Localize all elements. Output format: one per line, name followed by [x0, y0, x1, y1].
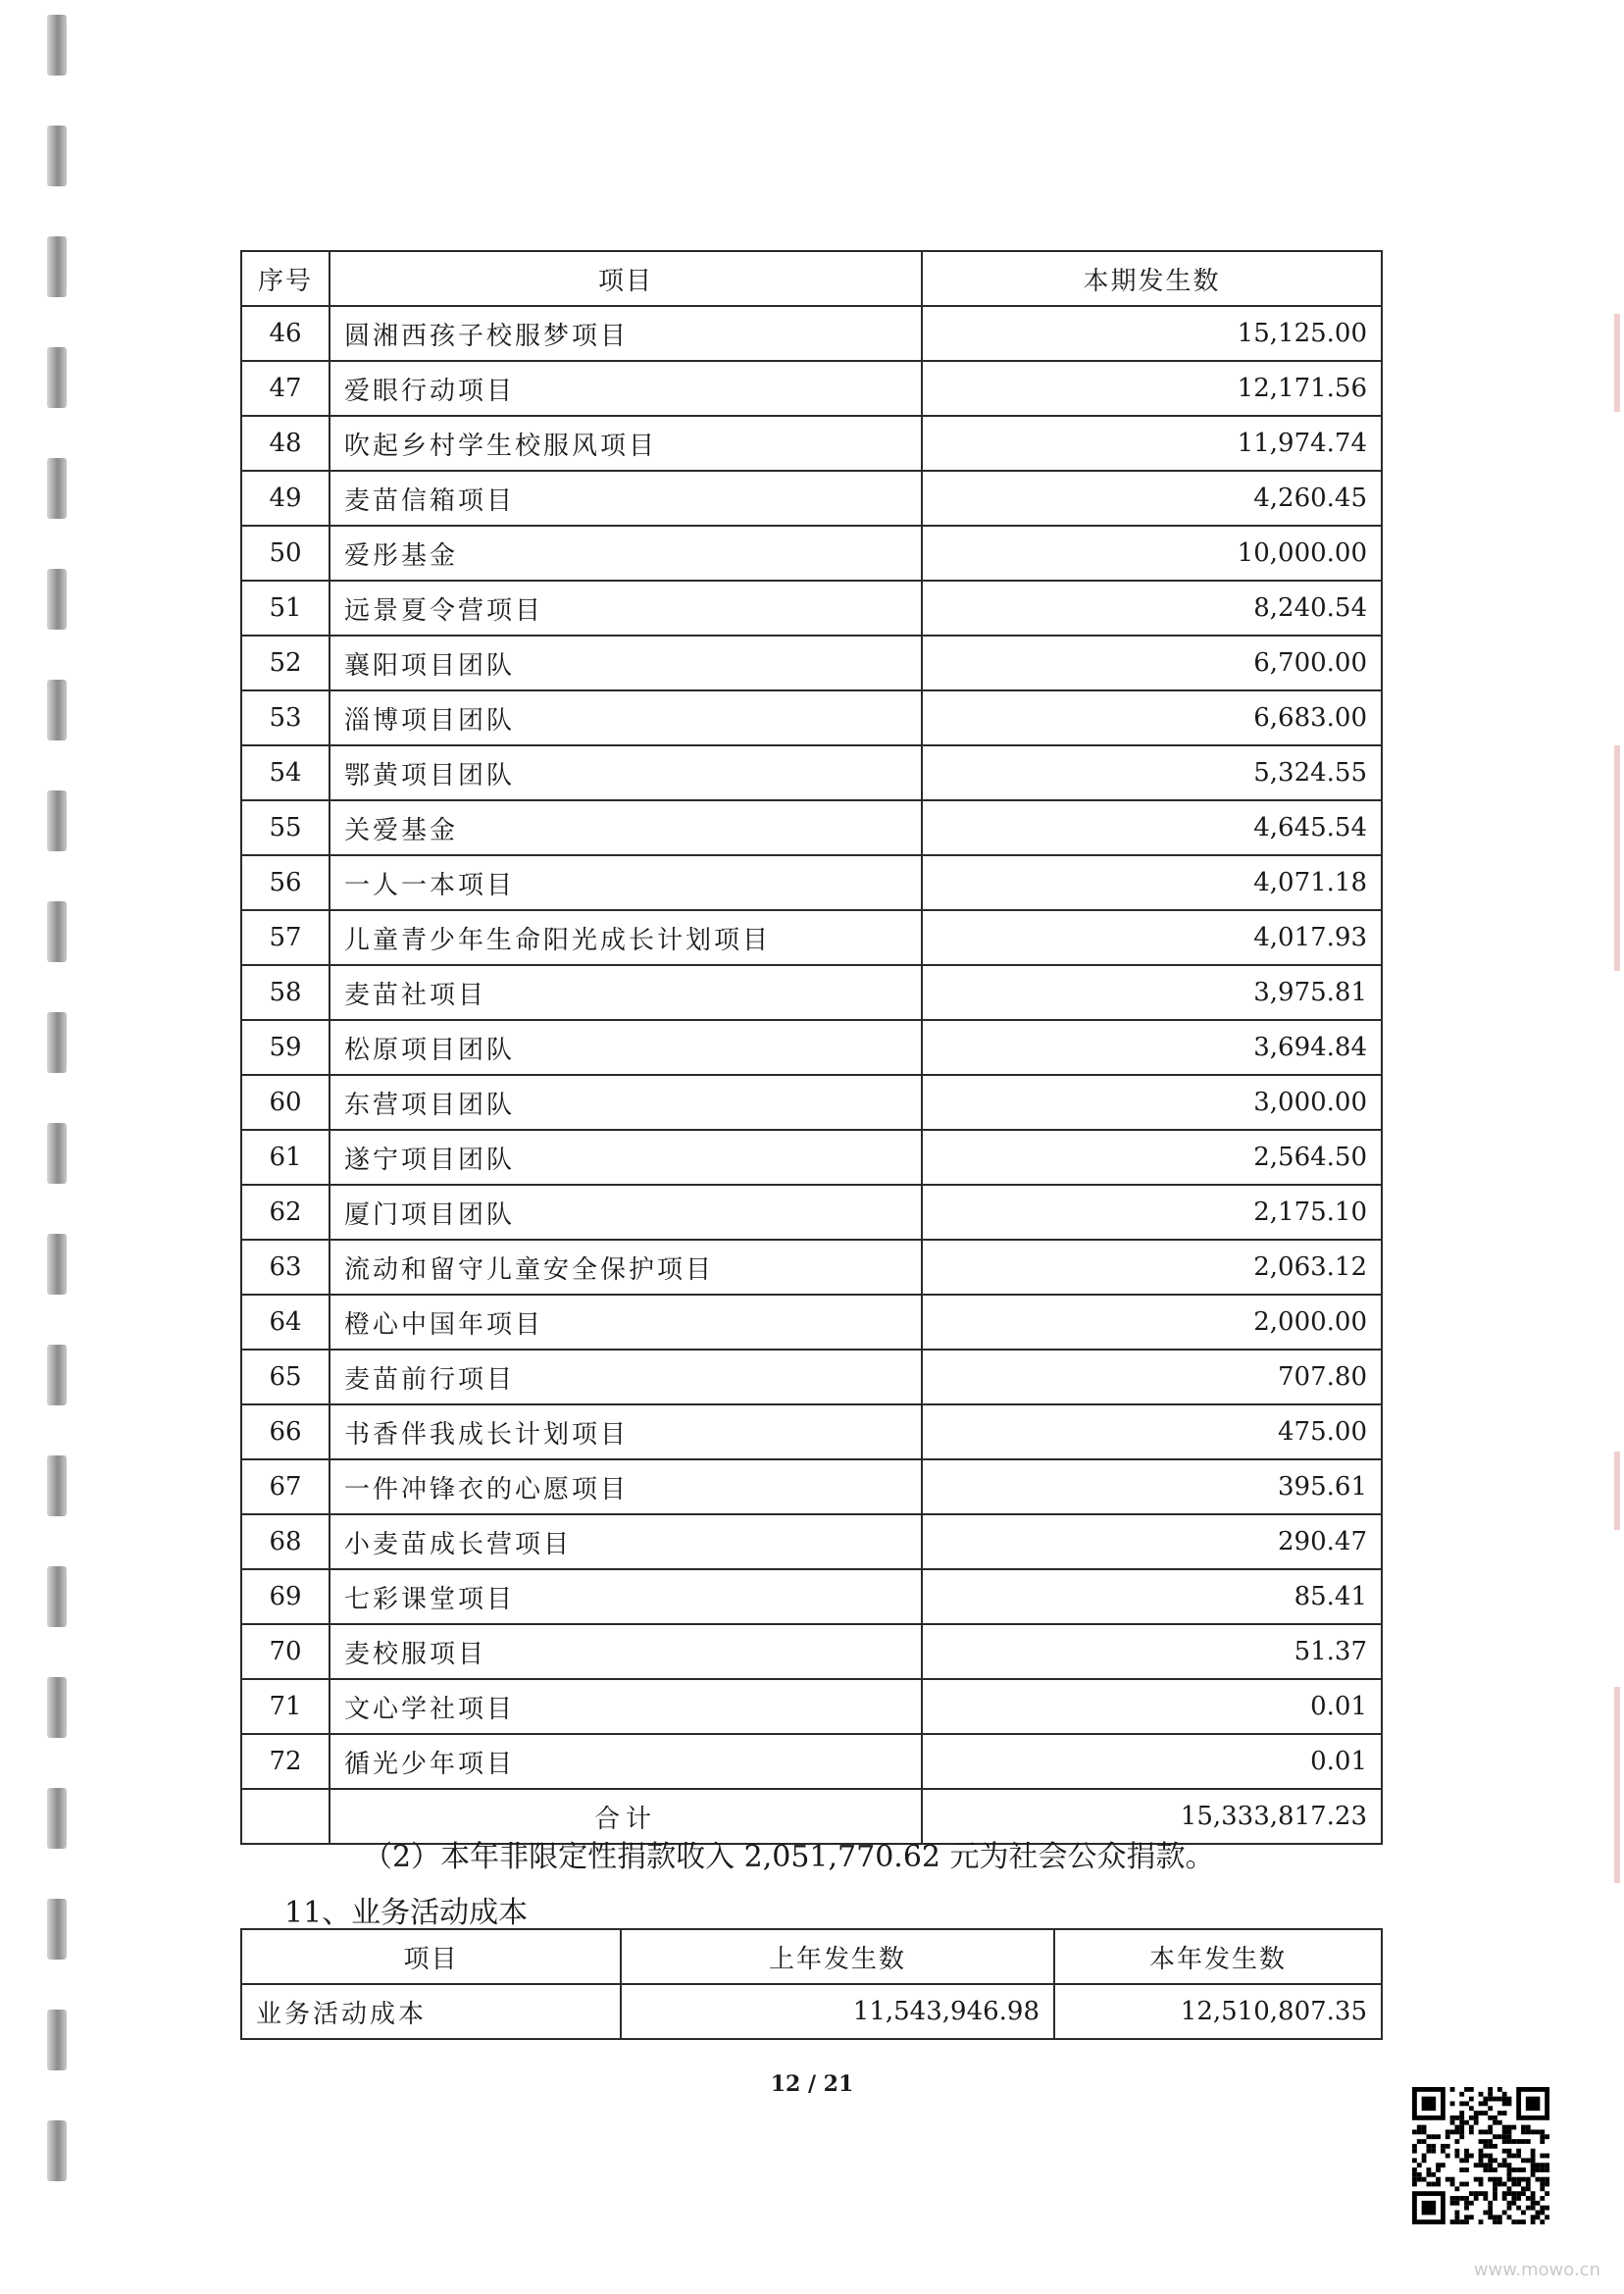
section-title: 11、业务活动成本 — [284, 1896, 529, 1930]
table-row — [241, 690, 1382, 745]
project-name: 文心学社项目 — [330, 1679, 922, 1734]
row-number: 48 — [241, 416, 330, 471]
row-number: 69 — [241, 1569, 330, 1624]
project-name: 厦门项目团队 — [330, 1185, 922, 1240]
table-row — [241, 581, 1382, 636]
table-row — [241, 1185, 1382, 1240]
amount: 10,000.00 — [922, 526, 1382, 581]
table-header — [241, 1929, 1382, 1984]
project-name: 松原项目团队 — [330, 1020, 922, 1075]
qr-code-icon — [1412, 2087, 1549, 2224]
amount: 290.47 — [922, 1514, 1382, 1569]
table-row — [241, 1295, 1382, 1350]
amount: 12,171.56 — [922, 361, 1382, 416]
project-name: 麦校服项目 — [330, 1624, 922, 1679]
project-name: 小麦苗成长营项目 — [330, 1514, 922, 1569]
project-name: 关爱基金 — [330, 800, 922, 855]
binding-hole — [47, 1677, 67, 1738]
table-row — [241, 965, 1382, 1020]
prev-year-amount: 11,543,946.98 — [621, 1984, 1054, 2039]
header-item: 项目 — [241, 1929, 621, 1984]
binding-hole — [47, 1012, 67, 1073]
row-number: 47 — [241, 361, 330, 416]
amount: 0.01 — [922, 1679, 1382, 1734]
project-name: 一件冲锋衣的心愿项目 — [330, 1459, 922, 1514]
project-name: 遂宁项目团队 — [330, 1130, 922, 1185]
binding-hole — [47, 458, 67, 519]
binding-hole — [47, 790, 67, 851]
binding-holes — [47, 0, 71, 2294]
binding-hole — [47, 1123, 67, 1184]
watermark: www.mowo.cn — [1473, 2260, 1600, 2280]
row-number: 68 — [241, 1514, 330, 1569]
row-number: 58 — [241, 965, 330, 1020]
page-number: 12 / 21 — [770, 2071, 854, 2097]
table-row — [241, 1350, 1382, 1404]
project-name: 东营项目团队 — [330, 1075, 922, 1130]
row-number: 62 — [241, 1185, 330, 1240]
row-number: 54 — [241, 745, 330, 800]
amount: 2,564.50 — [922, 1130, 1382, 1185]
project-name: 襄阳项目团队 — [330, 636, 922, 690]
row-number: 60 — [241, 1075, 330, 1130]
row-label: 业务活动成本 — [241, 1984, 621, 2039]
table-row — [241, 1514, 1382, 1569]
amount: 475.00 — [922, 1404, 1382, 1459]
project-name: 圆湘西孩子校服梦项目 — [330, 306, 922, 361]
amount: 4,017.93 — [922, 910, 1382, 965]
table-row — [241, 636, 1382, 690]
row-number: 56 — [241, 855, 330, 910]
amount: 85.41 — [922, 1569, 1382, 1624]
row-number: 53 — [241, 690, 330, 745]
row-number: 59 — [241, 1020, 330, 1075]
binding-hole — [47, 680, 67, 740]
curr-year-amount: 12,510,807.35 — [1054, 1984, 1382, 2039]
row-number: 46 — [241, 306, 330, 361]
row-number: 71 — [241, 1679, 330, 1734]
row-number: 70 — [241, 1624, 330, 1679]
total-label: 合计 — [330, 1789, 922, 1844]
total-spacer — [241, 1789, 330, 1844]
table-row — [241, 1734, 1382, 1789]
project-name: 一人一本项目 — [330, 855, 922, 910]
amount: 4,260.45 — [922, 471, 1382, 526]
table-row — [241, 855, 1382, 910]
binding-hole — [47, 15, 67, 76]
project-name: 爱眼行动项目 — [330, 361, 922, 416]
amount: 4,071.18 — [922, 855, 1382, 910]
amount: 6,683.00 — [922, 690, 1382, 745]
amount: 395.61 — [922, 1459, 1382, 1514]
row-number: 52 — [241, 636, 330, 690]
project-name: 书香伴我成长计划项目 — [330, 1404, 922, 1459]
amount: 707.80 — [922, 1350, 1382, 1404]
table-row — [241, 1404, 1382, 1459]
table-row — [241, 1624, 1382, 1679]
binding-hole — [47, 126, 67, 186]
project-name: 鄂黄项目团队 — [330, 745, 922, 800]
non-restricted-donation-note: （2）本年非限定性捐款收入 2,051,770.62 元为社会公众捐款。 — [363, 1840, 1215, 1874]
header-item: 项目 — [330, 251, 922, 306]
binding-hole — [47, 347, 67, 408]
table-header — [241, 251, 1382, 306]
amount: 8,240.54 — [922, 581, 1382, 636]
binding-hole — [47, 1899, 67, 1960]
business-cost-table — [240, 1928, 1383, 2040]
row-number: 55 — [241, 800, 330, 855]
table-row — [241, 1240, 1382, 1295]
amount: 51.37 — [922, 1624, 1382, 1679]
amount: 6,700.00 — [922, 636, 1382, 690]
table-row — [241, 1020, 1382, 1075]
project-name: 流动和留守儿童安全保护项目 — [330, 1240, 922, 1295]
binding-hole — [47, 2120, 67, 2181]
row-number: 72 — [241, 1734, 330, 1789]
row-number: 63 — [241, 1240, 330, 1295]
amount: 5,324.55 — [922, 745, 1382, 800]
amount: 15,125.00 — [922, 306, 1382, 361]
project-name: 七彩课堂项目 — [330, 1569, 922, 1624]
row-number: 66 — [241, 1404, 330, 1459]
amount: 3,000.00 — [922, 1075, 1382, 1130]
table-row — [241, 1130, 1382, 1185]
amount: 3,694.84 — [922, 1020, 1382, 1075]
total-amount: 15,333,817.23 — [922, 1789, 1382, 1844]
row-number: 51 — [241, 581, 330, 636]
binding-hole — [47, 1566, 67, 1627]
binding-hole — [47, 569, 67, 630]
project-name: 淄博项目团队 — [330, 690, 922, 745]
row-number: 57 — [241, 910, 330, 965]
table-row — [241, 910, 1382, 965]
binding-hole — [47, 236, 67, 297]
row-number: 64 — [241, 1295, 330, 1350]
row-number: 67 — [241, 1459, 330, 1514]
row-number: 50 — [241, 526, 330, 581]
table-row — [241, 416, 1382, 471]
project-name: 麦苗前行项目 — [330, 1350, 922, 1404]
row-number: 61 — [241, 1130, 330, 1185]
table-row — [241, 1569, 1382, 1624]
binding-hole — [47, 1455, 67, 1516]
row-number: 49 — [241, 471, 330, 526]
table-row — [241, 1679, 1382, 1734]
amount: 4,645.54 — [922, 800, 1382, 855]
amount: 3,975.81 — [922, 965, 1382, 1020]
table-row — [241, 306, 1382, 361]
amount: 2,000.00 — [922, 1295, 1382, 1350]
table-row — [241, 745, 1382, 800]
row-number: 65 — [241, 1350, 330, 1404]
donation-table — [240, 250, 1383, 1845]
table-row — [241, 1984, 1382, 2039]
project-name: 儿童青少年生命阳光成长计划项目 — [330, 910, 922, 965]
table-row — [241, 471, 1382, 526]
table-row — [241, 1075, 1382, 1130]
project-name: 远景夏令营项目 — [330, 581, 922, 636]
project-name: 麦苗社项目 — [330, 965, 922, 1020]
table-row — [241, 526, 1382, 581]
project-name: 橙心中国年项目 — [330, 1295, 922, 1350]
header-amount: 本期发生数 — [922, 251, 1382, 306]
project-name: 麦苗信箱项目 — [330, 471, 922, 526]
binding-hole — [47, 1788, 67, 1849]
header-curr-year: 本年发生数 — [1054, 1929, 1382, 1984]
amount: 2,063.12 — [922, 1240, 1382, 1295]
binding-hole — [47, 1345, 67, 1405]
amount: 11,974.74 — [922, 416, 1382, 471]
binding-hole — [47, 1234, 67, 1295]
table-row — [241, 800, 1382, 855]
project-name: 循光少年项目 — [330, 1734, 922, 1789]
table-row — [241, 361, 1382, 416]
header-no: 序号 — [241, 251, 330, 306]
header-prev-year: 上年发生数 — [621, 1929, 1054, 1984]
amount: 0.01 — [922, 1734, 1382, 1789]
project-name: 吹起乡村学生校服风项目 — [330, 416, 922, 471]
binding-hole — [47, 901, 67, 962]
amount: 2,175.10 — [922, 1185, 1382, 1240]
project-name: 爱彤基金 — [330, 526, 922, 581]
binding-hole — [47, 2010, 67, 2070]
table-row — [241, 1459, 1382, 1514]
